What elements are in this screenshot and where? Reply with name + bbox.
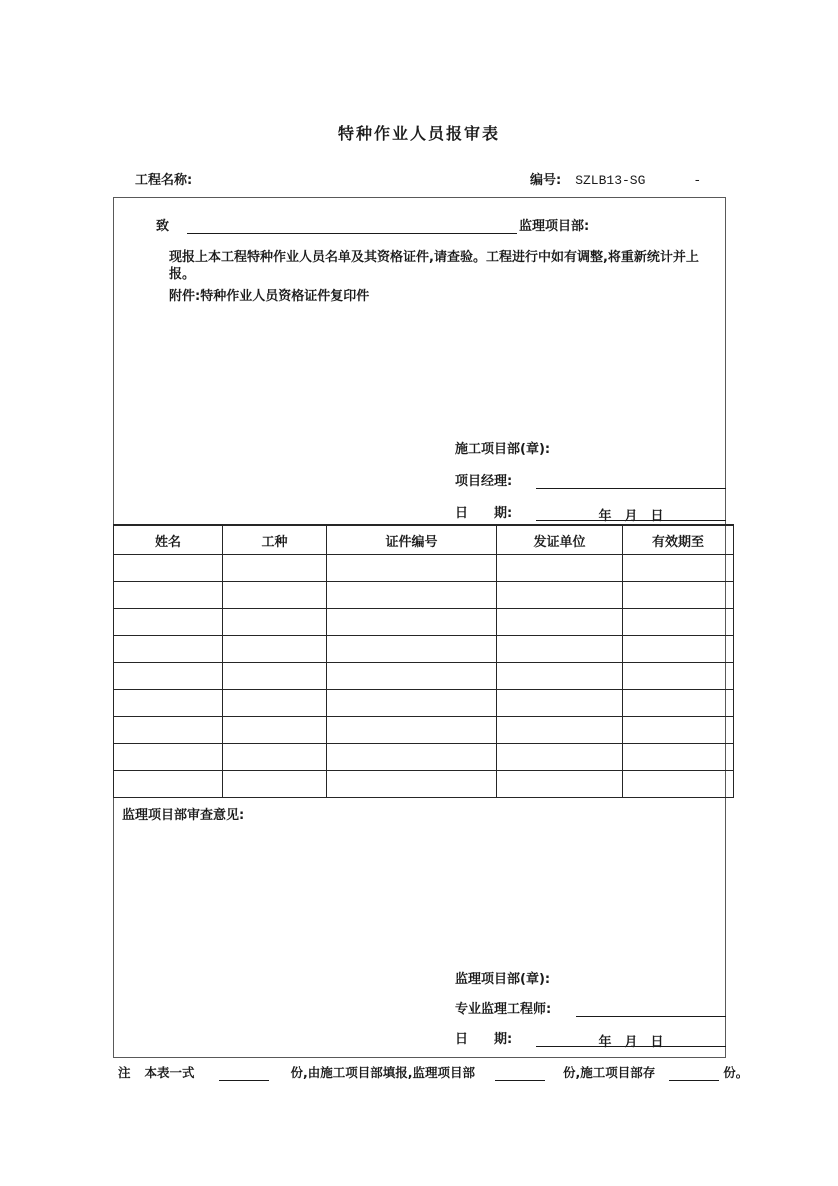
table-row: [114, 582, 734, 609]
request-statement: 现报上本工程特种作业人员名单及其资格证件,请查验。工程进行中如有调整,将重新统计并上报。: [169, 250, 699, 282]
table-cell[interactable]: [497, 636, 623, 663]
table-row: [114, 663, 734, 690]
contractor-signature-block: [455, 438, 726, 534]
table-row: [114, 717, 734, 744]
table-cell[interactable]: [497, 771, 623, 798]
col-header-name: 姓名: [114, 525, 223, 555]
note-seg2: 份,由施工项目部填报,监理项目部: [290, 1065, 476, 1080]
table-cell[interactable]: [223, 663, 327, 690]
table-cell[interactable]: [327, 609, 497, 636]
table-header-row: [114, 525, 734, 555]
footer-note: [118, 1063, 749, 1081]
table-cell[interactable]: [223, 636, 327, 663]
table-cell[interactable]: [327, 582, 497, 609]
table-cell[interactable]: [497, 555, 623, 582]
table-cell[interactable]: [223, 690, 327, 717]
table-cell[interactable]: [623, 609, 734, 636]
table-cell[interactable]: [114, 582, 223, 609]
table-row: [114, 636, 734, 663]
table-cell[interactable]: [497, 609, 623, 636]
table-cell[interactable]: [223, 609, 327, 636]
to-suffix: 监理项目部:: [519, 219, 590, 234]
note-seg1: 本表一式: [144, 1065, 195, 1080]
table-cell[interactable]: [623, 663, 734, 690]
table-cell[interactable]: [497, 663, 623, 690]
addressee-blank-field[interactable]: [187, 218, 517, 234]
number-suffix: -: [693, 173, 702, 188]
number-label: 编号:: [530, 173, 562, 188]
table-cell[interactable]: [223, 717, 327, 744]
table-row: [114, 744, 734, 771]
table-cell[interactable]: [114, 555, 223, 582]
table-cell[interactable]: [623, 555, 734, 582]
review-opinion-heading: 监理项目部审查意见:: [122, 808, 245, 823]
to-prefix: 致: [156, 219, 170, 234]
table-row: [114, 609, 734, 636]
table-cell[interactable]: [327, 771, 497, 798]
copies-total-field[interactable]: [219, 1066, 269, 1081]
table-cell[interactable]: [623, 690, 734, 717]
page-title: 特种作业人员报审表: [337, 124, 500, 143]
table-cell[interactable]: [497, 582, 623, 609]
col-header-certificate-no: 证件编号: [327, 525, 497, 555]
note-seg4: 份。: [723, 1065, 749, 1080]
table-cell[interactable]: [327, 663, 497, 690]
copies-contractor-field[interactable]: [669, 1066, 719, 1081]
note-label: 注: [118, 1065, 131, 1080]
table-row: [114, 771, 734, 798]
supervising-engineer-row: [455, 998, 726, 1017]
table-cell[interactable]: [223, 582, 327, 609]
table-cell[interactable]: [327, 717, 497, 744]
personnel-table-body: [114, 555, 734, 798]
table-cell[interactable]: [623, 771, 734, 798]
col-header-trade: 工种: [223, 525, 327, 555]
contractor-date-row: [455, 502, 726, 524]
table-cell[interactable]: [114, 717, 223, 744]
table-cell[interactable]: [114, 663, 223, 690]
table-cell[interactable]: [223, 744, 327, 771]
supervisor-signature-block: [455, 968, 726, 1058]
table-cell[interactable]: [623, 582, 734, 609]
supervisor-dept-seal-label: 监理项目部(章):: [455, 972, 551, 987]
contractor-date-field[interactable]: 年 月 日: [536, 505, 726, 521]
project-manager-label: 项目经理:: [455, 474, 513, 489]
table-cell[interactable]: [497, 717, 623, 744]
copies-supervisor-field[interactable]: [495, 1066, 545, 1081]
table-cell[interactable]: [114, 609, 223, 636]
addressee-line: [156, 215, 589, 234]
table-cell[interactable]: [327, 636, 497, 663]
table-cell[interactable]: [327, 690, 497, 717]
project-name-label: 工程名称:: [135, 173, 193, 188]
col-header-issuing-unit: 发证单位: [497, 525, 623, 555]
table-cell[interactable]: [223, 771, 327, 798]
project-manager-signature-field[interactable]: [536, 473, 726, 489]
table-cell[interactable]: [223, 555, 327, 582]
table-cell[interactable]: [497, 690, 623, 717]
table-cell[interactable]: [623, 717, 734, 744]
form-body: [113, 197, 726, 1058]
supervisor-date-label: 日 期:: [455, 1032, 513, 1047]
number-value: SZLB13-SG: [575, 173, 646, 188]
table-row: [114, 690, 734, 717]
supervising-engineer-signature-field[interactable]: [576, 1001, 726, 1017]
table-cell[interactable]: [114, 690, 223, 717]
form-number: [530, 169, 701, 188]
supervisor-date-row: [455, 1028, 726, 1050]
contractor-date-label: 日 期:: [455, 506, 513, 521]
table-cell[interactable]: [114, 744, 223, 771]
table-cell[interactable]: [497, 744, 623, 771]
table-cell[interactable]: [327, 744, 497, 771]
table-row: [114, 555, 734, 582]
note-seg3: 份,施工项目部存: [563, 1065, 656, 1080]
table-cell[interactable]: [114, 636, 223, 663]
contractor-dept-seal-label: 施工项目部(章):: [455, 442, 551, 457]
supervisor-date-field[interactable]: 年 月 日: [536, 1031, 726, 1047]
supervising-engineer-label: 专业监理工程师:: [455, 1002, 552, 1017]
table-cell[interactable]: [327, 555, 497, 582]
table-cell[interactable]: [623, 744, 734, 771]
table-cell[interactable]: [623, 636, 734, 663]
personnel-table: [113, 524, 734, 798]
project-manager-row: [455, 470, 726, 489]
col-header-valid-until: 有效期至: [623, 525, 734, 555]
table-cell[interactable]: [114, 771, 223, 798]
attachment-line: 附件:特种作业人员资格证件复印件: [169, 289, 370, 304]
